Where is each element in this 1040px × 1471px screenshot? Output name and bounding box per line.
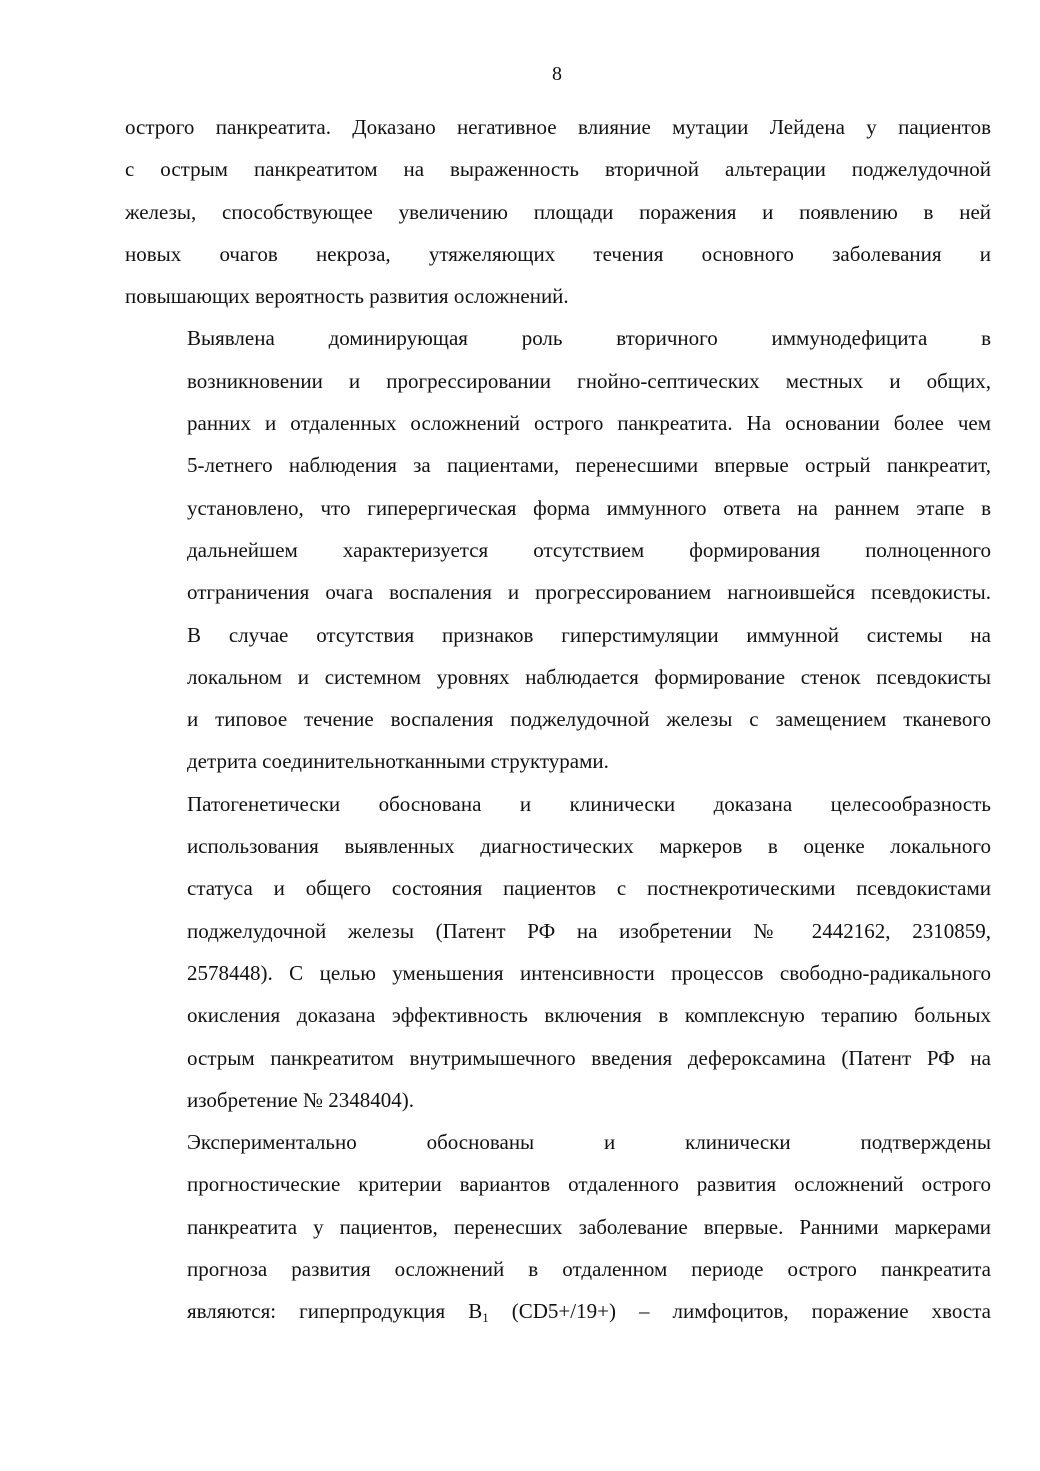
text-line: В случае отсутствия признаков гиперстимуляции иммунной системы на [187,622,991,647]
paragraph-1 [125,106,991,317]
text-line: детрита соединительнотканными структурами. [187,749,609,774]
paragraph-3 [125,783,991,1121]
text-line: железы, способствующее увеличению площади поражения и появлению в ней [125,199,991,224]
text-line: 5-летнего наблюдения за пациентами, перенесшими впервые острый панкреатит, [187,453,991,478]
text-line: отграничения очага воспаления и прогрессированием нагноившейся псевдокисты. [187,580,991,605]
text-line: с острым панкреатитом на выраженность вторичной альтерации поджелудочной [125,157,991,182]
text-line: использования выявленных диагностических маркеров в оценке локального [187,834,991,859]
text-line: установлено, что гиперергическая форма иммунного ответа на раннем этапе в [187,495,991,520]
text-line: дальнейшем характеризуется отсутствием формирования полноценного [187,537,991,562]
text-line: окисления доказана эффективность включения в комплексную терапию больных [187,1003,991,1028]
body-text [125,106,991,1333]
text-line: ранних и отдаленных осложнений острого панкреатита. На основании более чем [187,411,991,436]
subscript: 1 [482,1310,489,1326]
text-line: поджелудочной железы (Патент РФ на изобретении № 2442162, 2310859, [187,918,991,943]
text-line: новых очагов некроза, утяжеляющих течения основного заболевания и [125,241,991,266]
text-fragment: являются: гиперпродукция В [187,1299,483,1324]
paragraph-4 [125,1121,991,1332]
text-line: Экспериментально обоснованы и клинически подтверждены [187,1130,991,1155]
text-line: возникновении и прогрессировании гнойно-септических местных и общих, [187,368,991,393]
text-line: 2578448). С целью уменьшения интенсивности процессов свободно-радикального [187,960,991,985]
text-line [125,1290,991,1332]
text-line: острым панкреатитом внутримышечного введения дефероксамина (Патент РФ на [187,1045,991,1070]
text-line: Выявлена доминирующая роль вторичного иммунодефицита в [187,326,991,351]
text-line: статуса и общего состояния пациентов с постнекротическими псевдокистами [187,876,991,901]
text-line: острого панкреатита. Доказано негативное влияние мутации Лейдена у пациентов [125,115,991,139]
text-line: изобретение № 2348404). [187,1087,414,1112]
text-line: прогностические критерии вариантов отдаленного развития осложнений острого [187,1172,991,1197]
text-line: Патогенетически обоснована и клинически доказана целесообразность [187,791,991,816]
text-line: и типовое течение воспаления поджелудочной железы с замещением тканевого [187,707,991,732]
text-line: прогноза развития осложнений в отдаленном периоде острого панкреатита [187,1257,991,1282]
text-line: локальном и системном уровнях наблюдается формирование стенок псевдокисты [187,664,991,689]
text-fragment: (CD5+/19+) – лимфоцитов, поражение хвоста [488,1299,991,1324]
text-line: панкреатита у пациентов, перенесших заболевание впервые. Ранними маркерами [187,1214,991,1239]
paragraph-2 [125,317,991,782]
page-number: 8 [552,63,562,85]
text-line: повышающих вероятность развития осложнений. [125,284,569,309]
